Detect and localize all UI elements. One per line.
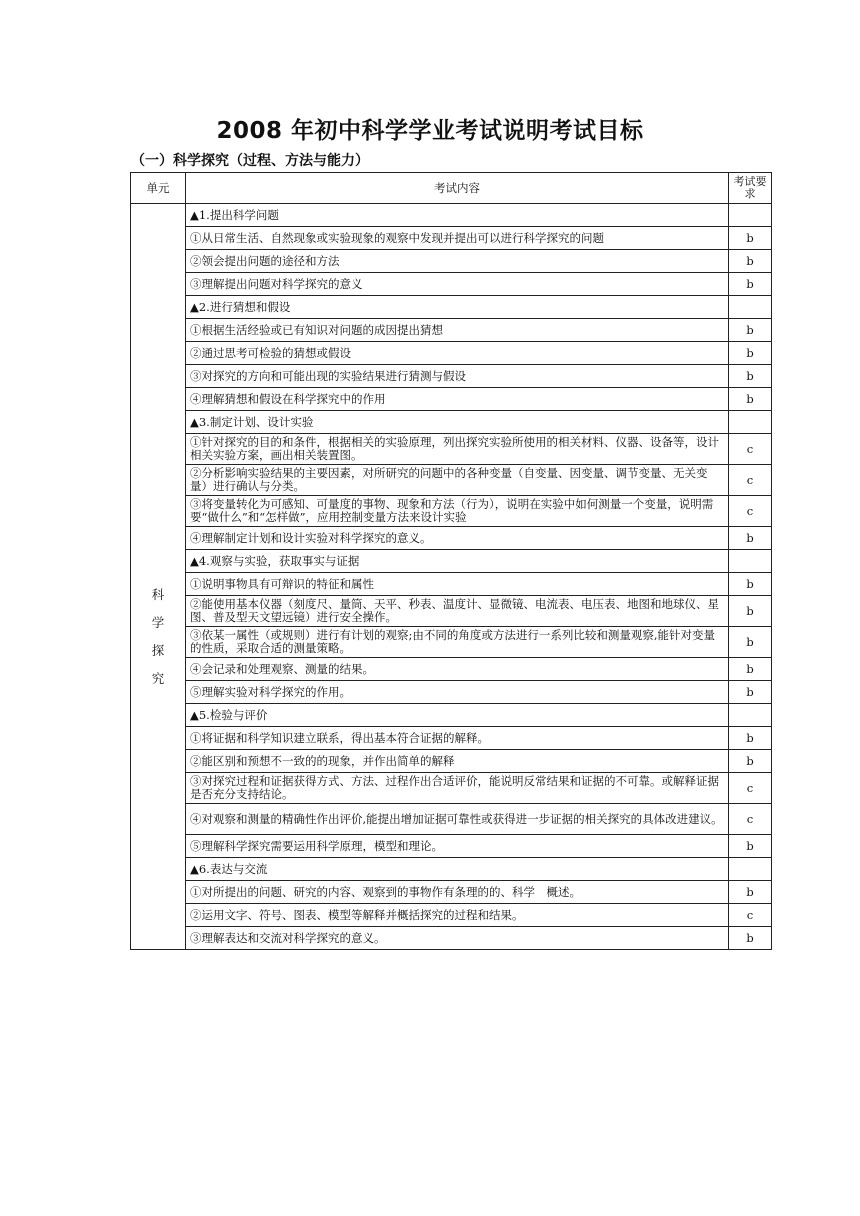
requirement-cell: b [729, 250, 772, 273]
requirement-cell: b [729, 835, 772, 858]
requirement-cell: b [729, 527, 772, 550]
requirement-cell [729, 550, 772, 573]
content-cell: ③依某一属性（或规则）进行有计划的观察;由不同的角度或方法进行一系列比较和测量观察,能针对变量的性质，采取合适的测量策略。 [186, 627, 729, 658]
content-cell: ③理解表达和交流对科学探究的意义。 [186, 927, 729, 950]
content-cell: ▲5.检验与评价 [186, 704, 729, 727]
table-row [131, 904, 772, 927]
requirement-cell: b [729, 319, 772, 342]
table-row [131, 773, 772, 804]
unit-cell [131, 204, 186, 950]
content-cell: ▲4.观察与实验，获取事实与证据 [186, 550, 729, 573]
content-cell: ①将证据和科学知识建立联系，得出基本符合证据的解释。 [186, 727, 729, 750]
table-row [131, 273, 772, 296]
table-row [131, 835, 772, 858]
content-cell: ①根据生活经验或已有知识对问题的成因提出猜想 [186, 319, 729, 342]
requirement-cell: b [729, 681, 772, 704]
table-row [131, 927, 772, 950]
unit-char: 探 [151, 642, 165, 658]
table-row [131, 465, 772, 496]
table-row [131, 388, 772, 411]
table-row [131, 658, 772, 681]
requirement-cell: c [729, 434, 772, 465]
table-section-row [131, 858, 772, 881]
requirement-cell: c [729, 804, 772, 835]
content-cell: ③理解提出问题对科学探究的意义 [186, 273, 729, 296]
requirement-cell [729, 296, 772, 319]
content-cell: ①对所提出的问题、研究的内容、观察到的事物作有条理的的、科学 概述。 [186, 881, 729, 904]
content-cell: ▲2.进行猜想和假设 [186, 296, 729, 319]
table-row [131, 527, 772, 550]
table-section-row [131, 411, 772, 434]
table-row [131, 881, 772, 904]
content-cell: ③对探究过程和证据获得方式、方法、过程作出合适评价，能说明反常结果和证据的不可靠。或解释证据是否充分支持结论。 [186, 773, 729, 804]
requirement-cell: b [729, 342, 772, 365]
table-section-row [131, 704, 772, 727]
unit-char: 究 [151, 670, 165, 686]
table-body [131, 204, 772, 950]
requirement-cell: b [729, 927, 772, 950]
requirement-cell: b [729, 727, 772, 750]
requirement-cell: b [729, 227, 772, 250]
content-cell: ②通过思考可检验的猜想或假设 [186, 342, 729, 365]
requirement-cell [729, 704, 772, 727]
content-cell: ①说明事物具有可辩识的特征和属性 [186, 573, 729, 596]
table-row [131, 342, 772, 365]
header-requirement: 考试要求 [729, 173, 772, 204]
requirement-cell [729, 204, 772, 227]
requirement-cell: b [729, 388, 772, 411]
table-row [131, 727, 772, 750]
content-cell: ③对探究的方向和可能出现的实验结果进行猜测与假设 [186, 365, 729, 388]
content-cell: ④对观察和测量的精确性作出评价,能提出增加证据可靠性或获得进一步证据的相关探究的具体改进建议。 [186, 804, 729, 835]
content-cell: ②能使用基本仪器（刻度尺、量筒、天平、秒表、温度计、显微镜、电流表、电压表、地图和地球仪、星图、普及型天文望远镜）进行安全操作。 [186, 596, 729, 627]
table-header-row [131, 173, 772, 204]
requirement-cell: c [729, 904, 772, 927]
header-unit: 单元 [131, 173, 186, 204]
table-row [131, 434, 772, 465]
content-cell: ⑤理解实验对科学探究的作用。 [186, 681, 729, 704]
header-content: 考试内容 [186, 173, 729, 204]
requirement-cell: c [729, 773, 772, 804]
table-row [131, 627, 772, 658]
requirement-cell: b [729, 627, 772, 658]
content-cell: ①针对探究的目的和条件，根据相关的实验原理，列出探究实验所使用的相关材料、仪器、设备等，设计相关实验方案，画出相关装置图。 [186, 434, 729, 465]
requirement-cell: b [729, 658, 772, 681]
table-row [131, 365, 772, 388]
table-row [131, 227, 772, 250]
page-title: 2008 年初中科学学业考试说明考试目标 [216, 118, 644, 144]
content-cell: ④会记录和处理观察、测量的结果。 [186, 658, 729, 681]
requirement-cell: b [729, 750, 772, 773]
requirement-cell [729, 411, 772, 434]
unit-char: 科 [151, 586, 165, 602]
content-cell: ①从日常生活、自然现象或实验现象的观察中发现并提出可以进行科学探究的问题 [186, 227, 729, 250]
table-section-row [131, 296, 772, 319]
requirement-cell [729, 858, 772, 881]
content-cell: ②分析影响实验结果的主要因素，对所研究的问题中的各种变量（自变量、因变量、调节变量、无关变量）进行确认与分类。 [186, 465, 729, 496]
content-cell: ▲1.提出科学问题 [186, 204, 729, 227]
content-cell: ②能区别和预想不一致的的现象，并作出简单的解释 [186, 750, 729, 773]
content-cell: ④理解猜想和假设在科学探究中的作用 [186, 388, 729, 411]
requirement-cell: b [729, 365, 772, 388]
section-subtitle: （一）科学探究（过程、方法与能力） [131, 153, 369, 169]
content-cell: ③将变量转化为可感知、可量度的事物、现象和方法（行为），说明在实验中如何测量一个变量，说明需要“做什么”和“怎样做”，应用控制变量方法来设计实验 [186, 496, 729, 527]
table-section-row [131, 550, 772, 573]
content-cell: ⑤理解科学探究需要运用科学原理，模型和理论。 [186, 835, 729, 858]
requirement-cell: c [729, 465, 772, 496]
table-row [131, 496, 772, 527]
requirement-cell: c [729, 496, 772, 527]
exam-objectives-table [130, 172, 772, 950]
table-row [131, 804, 772, 835]
unit-char: 学 [151, 614, 165, 630]
table-row [131, 750, 772, 773]
requirement-cell: b [729, 881, 772, 904]
requirement-cell: b [729, 596, 772, 627]
table-row [131, 573, 772, 596]
table-row [131, 596, 772, 627]
content-cell: ②运用文字、符号、图表、模型等解释并概括探究的过程和结果。 [186, 904, 729, 927]
content-cell: ▲3.制定计划、设计实验 [186, 411, 729, 434]
requirement-cell: b [729, 573, 772, 596]
table-row [131, 319, 772, 342]
content-cell: ②领会提出问题的途径和方法 [186, 250, 729, 273]
table-section-row [131, 204, 772, 227]
requirement-cell: b [729, 273, 772, 296]
content-cell: ④理解制定计划和设计实验对科学探究的意义。 [186, 527, 729, 550]
content-cell: ▲6.表达与交流 [186, 858, 729, 881]
table-row [131, 681, 772, 704]
table-row [131, 250, 772, 273]
